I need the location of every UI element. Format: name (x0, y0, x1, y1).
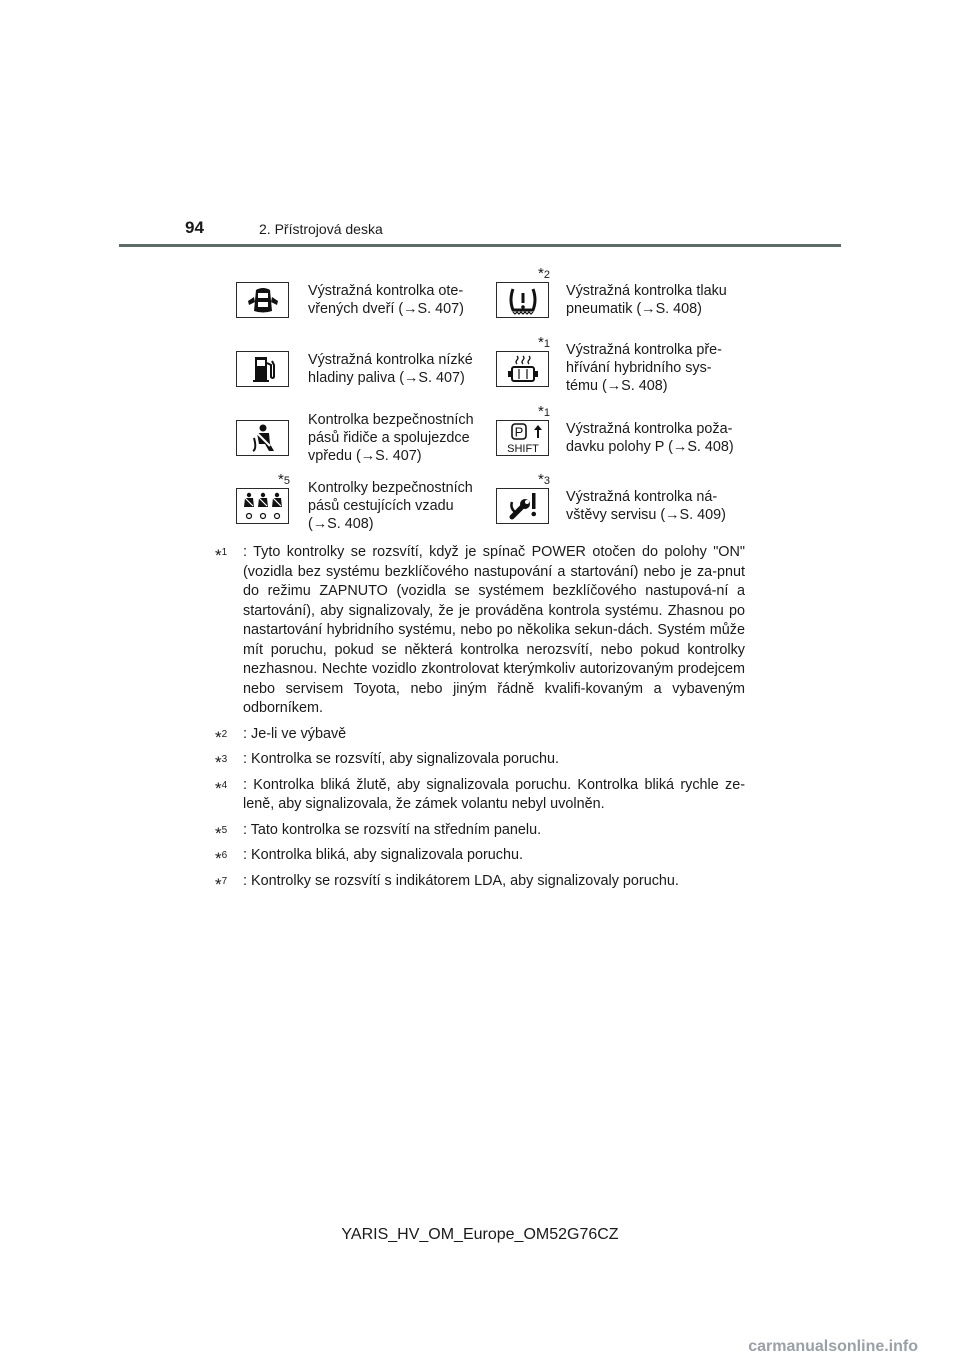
footnote-2: *$^2$ : Je-li ve výbavě (215, 725, 745, 745)
document-footer-id: YARIS_HV_OM_Europe_OM52G76CZ (341, 1226, 619, 1243)
footnote-marker: *$^2$ (215, 727, 228, 747)
footnote-marker: *$^5$ (215, 823, 228, 843)
footnote-3: *$^3$ : Kontrolka se rozsvítí, aby signalizovala poruchu. (215, 750, 745, 770)
footnotes (215, 543, 745, 897)
svg-text:P: P (514, 424, 523, 440)
footnote-marker: *1 (538, 403, 550, 420)
footnote-5: *$^5$ : Tato kontrolka se rozsvítí na středním panelu. (215, 821, 745, 841)
footnote-marker: *3 (538, 471, 550, 488)
footnote-7: *$^7$ : Kontrolky se rozsvítí s indikátorem LDA, aby signalizovaly poruchu. (215, 872, 745, 892)
indicator-desc-maintenance: Výstražná kontrolka ná- vštěvy servisu (→S. 409) (566, 489, 726, 523)
footnote-6: *$^6$ : Kontrolka bliká, aby signalizovala poruchu. (215, 846, 745, 866)
footnote-marker: *$^1$ (215, 546, 228, 565)
tire-pressure-icon (496, 282, 549, 318)
indicator-desc-fuel: Výstražná kontrolka nízké hladiny paliva (→S. 407) (308, 352, 473, 386)
watermark: carmanualsonline.info (748, 1338, 918, 1355)
indicator-desc-open-door: Výstražná kontrolka ote- vřených dveří (→S. 407) (308, 283, 464, 317)
footnote-marker: *1 (538, 334, 550, 351)
indicator-desc-hybrid-overheat: Výstražná kontrolka pře- hřívání hybridního sys- tému (→S. 408) (566, 342, 722, 394)
rear-seatbelts-icon (236, 488, 289, 524)
maintenance-wrench-icon (496, 488, 549, 524)
footnote-marker: *2 (538, 265, 550, 282)
p-shift-icon (496, 420, 549, 456)
open-door-icon (236, 282, 289, 318)
indicator-desc-tire-pressure: Výstražná kontrolka tlaku pneumatik (→S. 408) (566, 283, 727, 317)
footnote-marker: *$^4$ (215, 778, 228, 798)
footnote-marker: *$^6$ (215, 849, 228, 868)
fuel-pump-icon (236, 351, 289, 387)
footnote-marker: *5 (278, 471, 290, 488)
svg-text:SHIFT: SHIFT (506, 443, 539, 454)
indicator-desc-rear-seatbelts: Kontrolky bezpečnostních pásů cestujících vzadu (→S. 408) (308, 480, 473, 532)
section-title: 2. Přístrojová deska (259, 221, 383, 237)
page-number: 94 (185, 218, 204, 237)
footnote-marker: *$^3$ (215, 753, 228, 772)
indicator-desc-front-seatbelt: Kontrolka bezpečnostních pásů řidiče a spolujezdce vpředu (→S. 407) (308, 412, 474, 464)
footnote-4: *$^4$ : Kontrolka bliká žlutě, aby signalizovala poruchu. Kontrolka bliká rychle ze-leně, aby signalizovala, že zámek volantu nebyl uvolněn. (215, 776, 745, 812)
indicator-desc-p-shift: Výstražná kontrolka poža- davku polohy P (→S. 408) (566, 421, 734, 455)
footnote-1: *$^1$ : Tyto kontrolky se rozsvítí, když je spínač POWER otočen do polohy "ON" (vozidla bez systému bezklíčového nastupování a startování) nebo je za-pnut do režimu ZAPNUTO (vozidla se systémem bezklíčového nastupová-ní a startování), aby signalizovaly, že je prováděna kontrola systému. Zhasnou po nastartování hybridního systému, nebo po několika sekun-dách. Systém může mít poruchu, pokud se některá kontrolka nerozsvítí, nebo pokud kontrolky nezhasnou. Nechte vozidlo zkontrolovat kterýmkoliv autorizovaným prodejcem nebo servisem Toyota, nebo jiným řádně kvalifi-kovaným a vybaveným odborníkem. (215, 544, 745, 716)
footnote-marker: *$^7$ (215, 874, 228, 894)
hybrid-overheat-icon (496, 351, 549, 387)
seatbelt-icon (236, 420, 289, 456)
header-rule (119, 244, 841, 247)
